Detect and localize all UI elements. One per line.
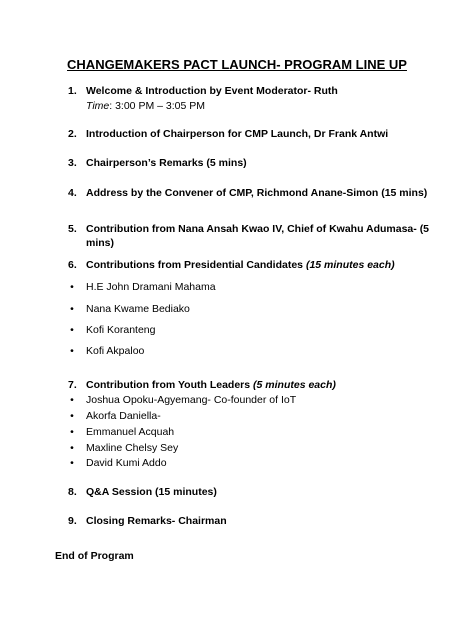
item-text-line2: mins) (86, 237, 115, 249)
item-number: 4. (68, 187, 77, 199)
item-text: Welcome & Introduction by Event Moderator- Ruth (86, 85, 338, 97)
item-text-emphasis: (5 minutes each) (253, 379, 336, 391)
list-item: Joshua Opoku-Agyemang- Co-founder of IoT (86, 394, 297, 406)
bullet-icon: • (70, 426, 74, 438)
item-number: 5. (68, 223, 77, 235)
bullet-icon: • (70, 324, 74, 336)
item-text: Address by the Convener of CMP, Richmond Anane-Simon (15 mins) (86, 187, 428, 199)
bullet-icon: • (70, 457, 74, 469)
list-item: Emmanuel Acquah (86, 426, 175, 438)
item-text: Closing Remarks- Chairman (86, 515, 227, 527)
item-number: 8. (68, 486, 77, 498)
item-text-main: Contribution from Youth Leaders (86, 379, 254, 391)
list-item: H.E John Dramani Mahama (86, 281, 216, 293)
list-item: Maxline Chelsy Sey (86, 442, 179, 454)
bullet-icon: • (70, 394, 74, 406)
bullet-icon: • (70, 410, 74, 422)
item-text: Chairperson’s Remarks (5 mins) (86, 157, 247, 169)
item-number: 1. (68, 85, 77, 97)
item-number: 2. (68, 128, 77, 140)
list-item: Kofi Akpaloo (86, 345, 145, 357)
time-label: Time (86, 100, 110, 112)
bullet-icon: • (70, 303, 74, 315)
bullet-icon: • (70, 345, 74, 357)
item-text-main: Contributions from Presidential Candidates (86, 259, 306, 271)
time-value: : 3:00 PM – 3:05 PM (109, 100, 205, 112)
item-number: 9. (68, 515, 77, 527)
list-item: Kofi Koranteng (86, 324, 156, 336)
item-text-emphasis: (15 minutes each) (305, 259, 395, 271)
time-line (86, 99, 205, 113)
item-number: 3. (68, 157, 77, 169)
bullet-icon: • (70, 442, 74, 454)
item-text (86, 258, 395, 272)
item-number: 7. (68, 379, 77, 391)
page-title: CHANGEMAKERS PACT LAUNCH- PROGRAM LINE UP (67, 57, 407, 72)
end-of-program: End of Program (55, 550, 134, 562)
list-item: Nana Kwame Bediako (86, 303, 190, 315)
bullet-icon: • (70, 281, 74, 293)
item-text-line1: Contribution from Nana Ansah Kwao IV, Chief of Kwahu Adumasa- (5 (86, 223, 430, 235)
list-item: David Kumi Addo (86, 457, 167, 469)
item-number: 6. (68, 259, 77, 271)
item-text: Introduction of Chairperson for CMP Launch, Dr Frank Antwi (86, 128, 389, 140)
item-text: Q&A Session (15 minutes) (86, 486, 217, 498)
list-item: Akorfa Daniella- (86, 410, 161, 422)
item-text (86, 378, 336, 392)
